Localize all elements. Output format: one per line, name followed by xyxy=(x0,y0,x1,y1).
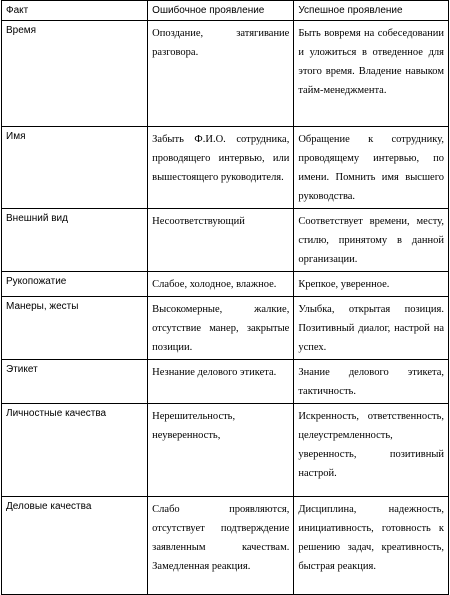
header-fact: Факт xyxy=(2,1,148,21)
bad-cell: Опоздание, затягивание разговора. xyxy=(148,21,294,127)
table-row xyxy=(2,497,449,595)
fact-cell: Этикет xyxy=(2,360,148,404)
fact-cell: Имя xyxy=(2,127,148,209)
bad-cell: Слабое, холодное, влажное. xyxy=(148,272,294,297)
fact-cell: Рукопожатие xyxy=(2,272,148,297)
fact-cell: Деловые качества xyxy=(2,497,148,595)
table-row xyxy=(2,272,449,297)
fact-cell: Время xyxy=(2,21,148,127)
bad-cell: Слабо проявляются, отсутствует подтверждение заявленным качествам. Замедленная реакция. xyxy=(148,497,294,595)
fact-cell: Личностные качества xyxy=(2,404,148,497)
header-good: Успешное проявление xyxy=(294,1,449,21)
good-cell: Улыбка, открытая позиция. Позитивный диалог, настрой на успех. xyxy=(294,297,449,360)
bad-cell: Несоответствующий xyxy=(148,209,294,272)
table-row xyxy=(2,404,449,497)
fact-cell: Манеры, жесты xyxy=(2,297,148,360)
good-cell: Искренность, ответственность, целеустремленность, уверенность, позитивный настрой. xyxy=(294,404,449,497)
good-cell: Обращение к сотруднику, проводящему интервью, по имени. Помнить имя высшего руководства. xyxy=(294,127,449,209)
good-cell: Быть вовремя на собеседовании и уложиться в отведенное для этого время. Владение навыком тайм-менеджмента. xyxy=(294,21,449,127)
fact-cell: Внешний вид xyxy=(2,209,148,272)
bad-cell: Высокомерные, жалкие, отсутствие манер, закрытые позиции. xyxy=(148,297,294,360)
table-row xyxy=(2,127,449,209)
good-cell: Дисциплина, надежность, инициативность, готовность к решению задач, креативность, быстрая реакция. xyxy=(294,497,449,595)
bad-cell: Незнание делового этикета. xyxy=(148,360,294,404)
bad-cell: Забыть Ф.И.О. сотрудника, проводящего интервью, или вышестоящего руководителя. xyxy=(148,127,294,209)
table-header-row xyxy=(2,1,449,21)
table-row xyxy=(2,21,449,127)
table-row xyxy=(2,360,449,404)
good-cell: Знание делового этикета, тактичность. xyxy=(294,360,449,404)
good-cell: Крепкое, уверенное. xyxy=(294,272,449,297)
comparison-table xyxy=(1,0,449,595)
bad-cell: Нерешительность, неуверенность, xyxy=(148,404,294,497)
good-cell: Соответствует времени, месту, стилю, принятому в данной организации. xyxy=(294,209,449,272)
header-bad: Ошибочное проявление xyxy=(148,1,294,21)
table-row xyxy=(2,209,449,272)
table-row xyxy=(2,297,449,360)
